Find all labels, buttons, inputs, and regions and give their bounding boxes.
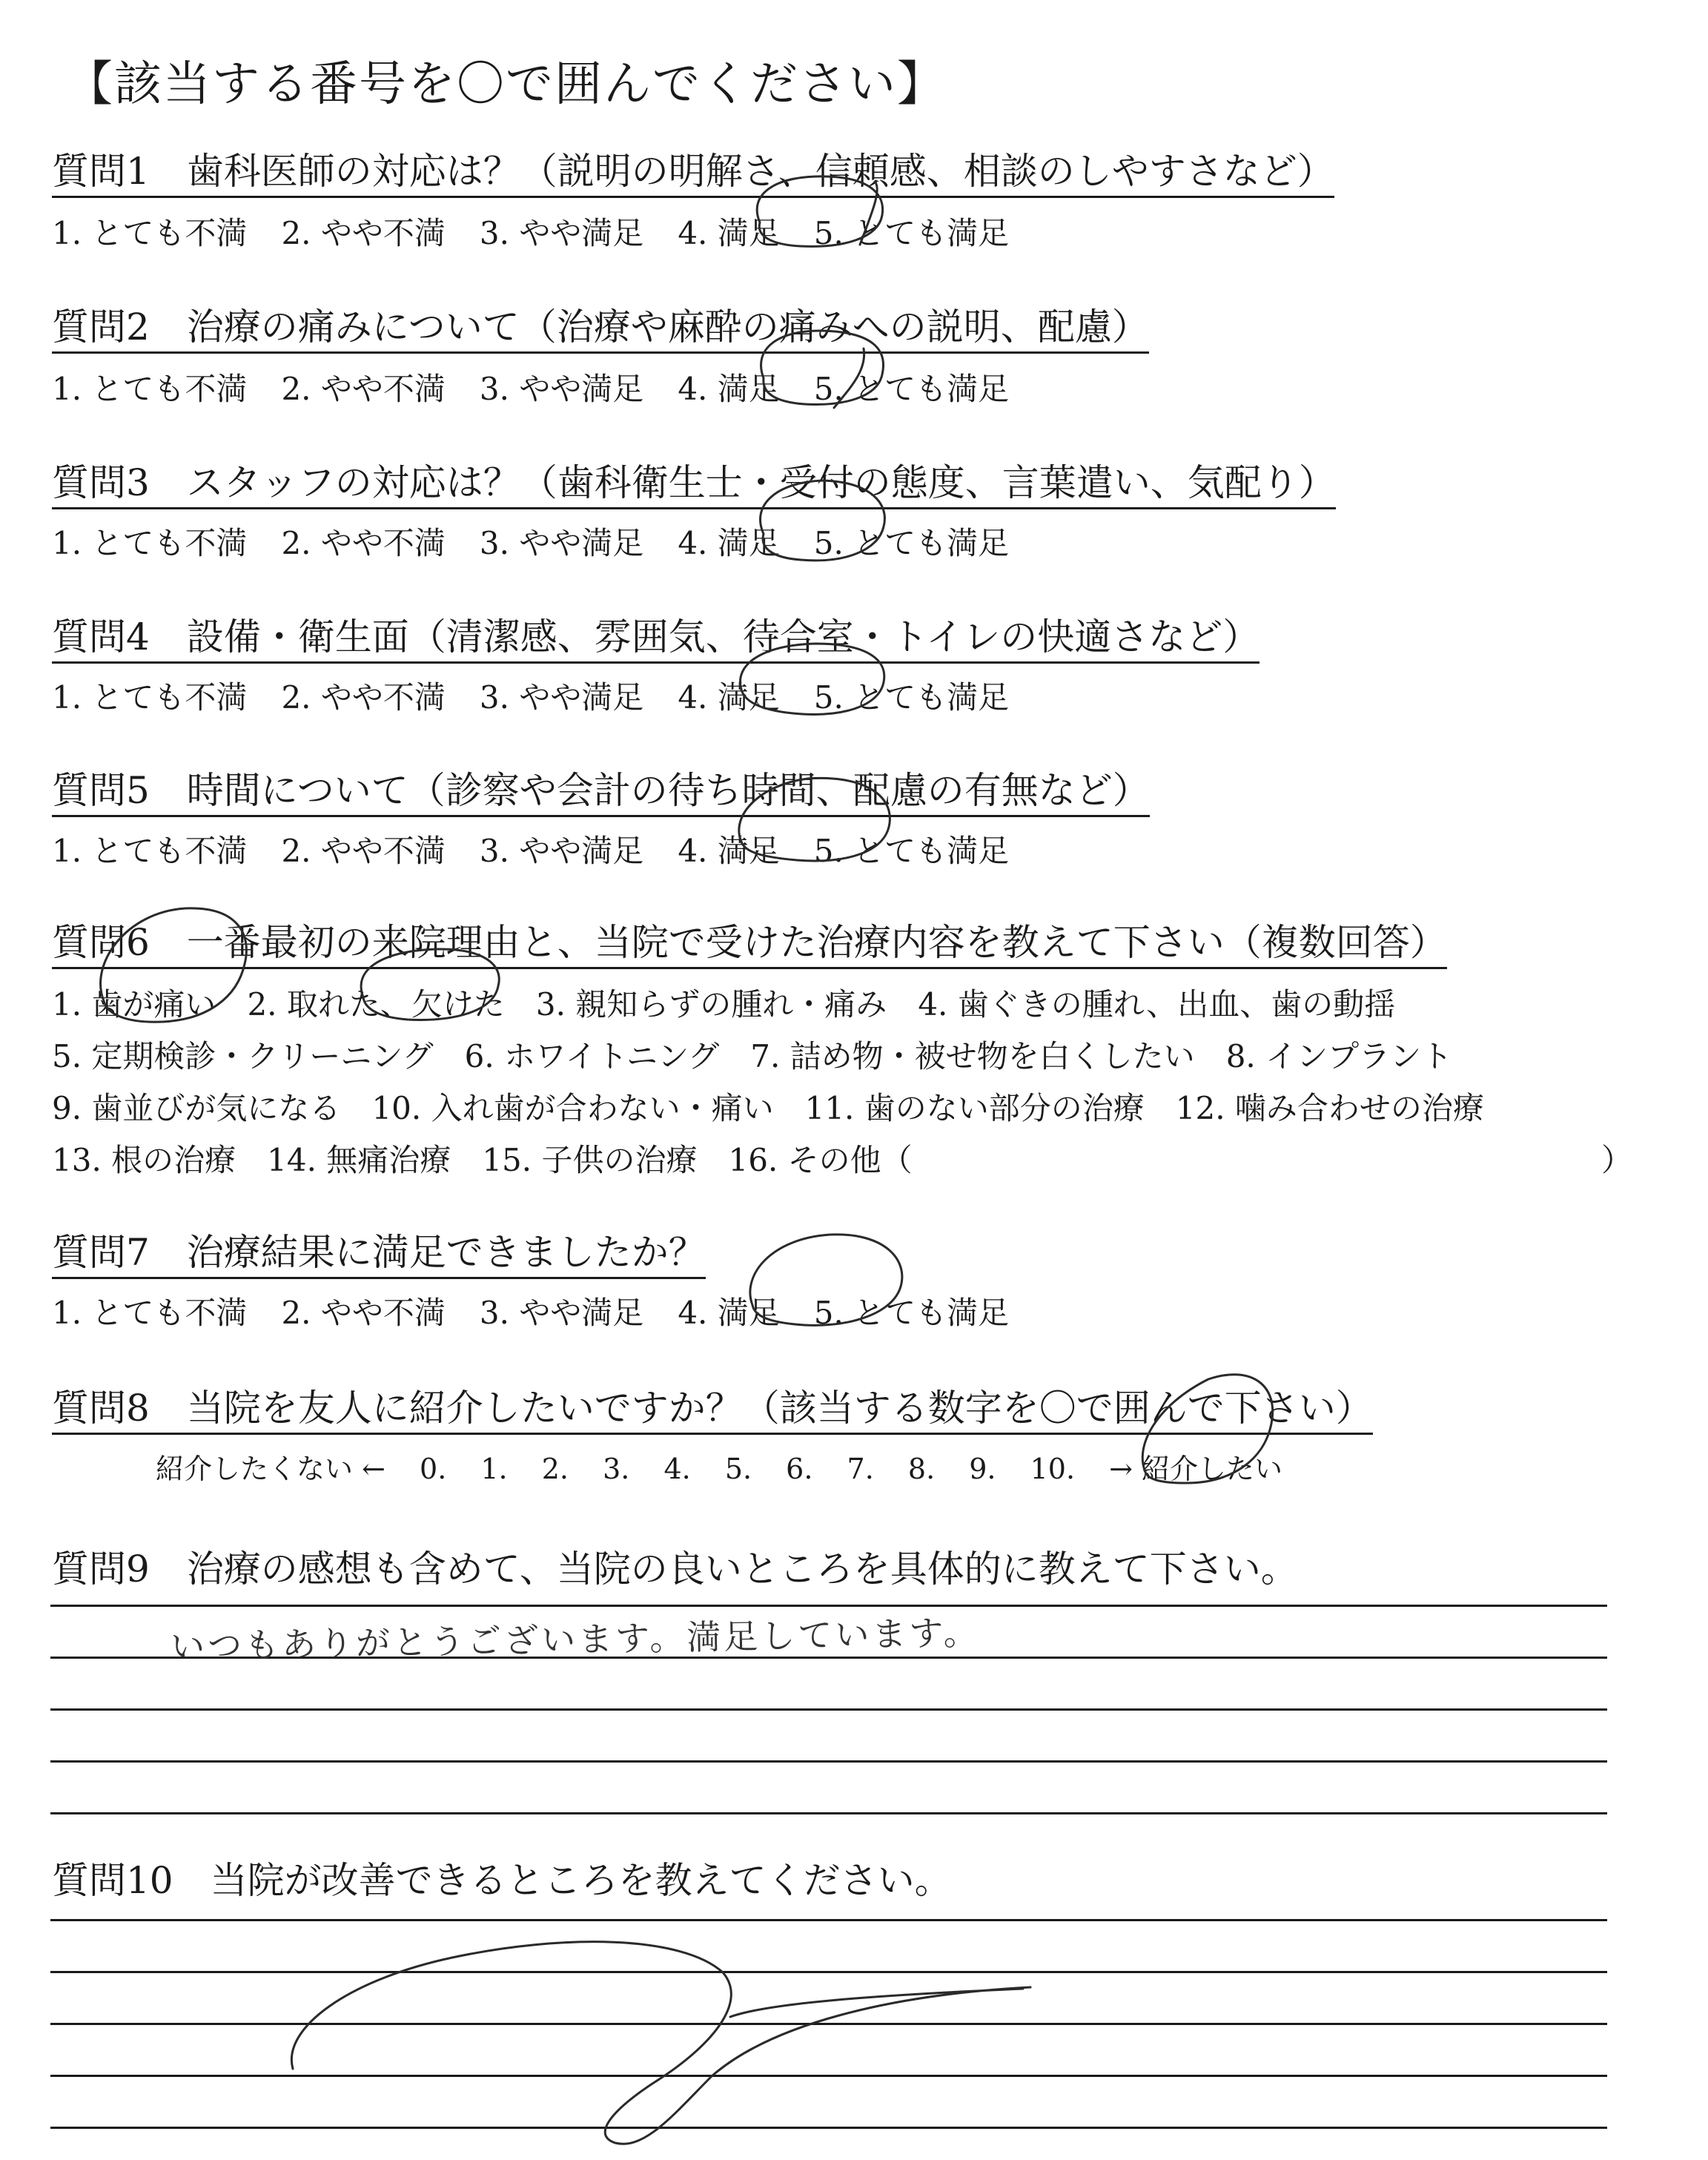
selection-circle-q7 bbox=[750, 1235, 902, 1325]
question-4-label: 質問4 設備・衛生面（清潔感、雰囲気、待合室・トイレの快適さなど） bbox=[52, 615, 1260, 664]
option-5[interactable]: 5. とても満足 bbox=[813, 1295, 1010, 1331]
option-1[interactable]: 1. とても不満 bbox=[52, 679, 248, 716]
option-1[interactable]: 1. とても不満 bbox=[52, 1295, 248, 1331]
nps-0[interactable]: 0. bbox=[420, 1453, 447, 1485]
selection-circle-q2 bbox=[761, 331, 884, 408]
question-6-label: 質問6 一番最初の来院理由と、当院で受けた治療内容を教えて下さい（複数回答） bbox=[52, 921, 1447, 969]
selection-circle-q6-1 bbox=[101, 908, 247, 1022]
q6-option-4[interactable]: 4. 歯ぐきの腫れ、出血、歯の動揺 bbox=[918, 986, 1396, 1023]
option-5[interactable]: 5. とても満足 bbox=[813, 679, 1010, 716]
nps-6[interactable]: 6. bbox=[786, 1453, 813, 1485]
q6-option-16-other[interactable]: 16. その他（ bbox=[728, 1142, 913, 1178]
option-2[interactable]: 2. やや不満 bbox=[281, 1295, 446, 1331]
option-4-selected[interactable]: 4. 満足 bbox=[678, 833, 780, 869]
question-2-label: 質問2 治療の痛みについて（治療や麻酔の痛みへの説明、配慮） bbox=[52, 305, 1149, 354]
question-8-label: 質問8 当院を友人に紹介したいですか？（該当する数字を〇で囲んで下さい） bbox=[52, 1387, 1373, 1435]
q6-option-6[interactable]: 6. ホワイトニング bbox=[464, 1038, 720, 1074]
selection-circle-q8 bbox=[1142, 1375, 1272, 1483]
option-3[interactable]: 3. やや満足 bbox=[479, 1295, 644, 1331]
option-1[interactable]: 1. とても不満 bbox=[52, 371, 248, 407]
option-2[interactable]: 2. やや不満 bbox=[281, 525, 446, 561]
page-header: 【該当する番号を〇で囲んでください】 bbox=[65, 57, 946, 112]
q6-option-5[interactable]: 5. 定期検診・クリーニング bbox=[52, 1038, 434, 1074]
nps-8[interactable]: 8. bbox=[907, 1453, 936, 1485]
nps-3[interactable]: 3. bbox=[603, 1453, 630, 1485]
option-4-selected[interactable]: 4. 満足 bbox=[678, 215, 780, 251]
q6-other-close-paren: ） bbox=[1601, 1142, 1633, 1178]
question-9-label: 質問9 治療の感想も含めて、当院の良いところを具体的に教えて下さい。 bbox=[52, 1548, 1298, 1591]
option-1[interactable]: 1. とても不満 bbox=[52, 833, 248, 869]
option-5[interactable]: 5. とても満足 bbox=[813, 215, 1010, 251]
option-3[interactable]: 3. やや満足 bbox=[479, 525, 644, 561]
option-1[interactable]: 1. とても不満 bbox=[52, 215, 248, 251]
option-4-selected[interactable]: 4. 満足 bbox=[678, 1295, 780, 1331]
q6-option-12[interactable]: 12. 噛み合わせの治療 bbox=[1175, 1090, 1484, 1126]
option-3[interactable]: 3. やや満足 bbox=[479, 215, 644, 251]
option-5[interactable]: 5. とても満足 bbox=[813, 371, 1010, 407]
question-7-label: 質問7 治療結果に満足できましたか？ bbox=[52, 1231, 706, 1279]
selection-circle-q5 bbox=[739, 778, 890, 861]
nps-5[interactable]: 5. bbox=[724, 1453, 752, 1485]
nps-9[interactable]: 9. bbox=[969, 1453, 996, 1485]
option-2[interactable]: 2. やや不満 bbox=[281, 679, 446, 716]
option-3[interactable]: 3. やや満足 bbox=[479, 679, 644, 716]
q6-option-14[interactable]: 14. 無痛治療 bbox=[267, 1142, 451, 1178]
q6-option-9[interactable]: 9. 歯並びが気になる bbox=[52, 1090, 341, 1126]
selection-circle-q1 bbox=[757, 176, 882, 246]
q6-option-2[interactable]: 2. 取れた、欠けた bbox=[247, 986, 505, 1023]
option-4-selected[interactable]: 4. 満足 bbox=[678, 525, 780, 561]
question-5-label: 質問5 時間について（診察や会計の待ち時間、配慮の有無など） bbox=[52, 769, 1150, 817]
q6-option-11[interactable]: 11. 歯のない部分の治療 bbox=[804, 1090, 1145, 1126]
nps-1[interactable]: 1. bbox=[480, 1453, 508, 1485]
q6-option-8[interactable]: 8. インプラント bbox=[1225, 1038, 1453, 1074]
nps-4[interactable]: 4. bbox=[663, 1453, 691, 1485]
nps-2[interactable]: 2. bbox=[541, 1453, 569, 1485]
selection-circle-q4 bbox=[740, 644, 884, 714]
option-3[interactable]: 3. やや満足 bbox=[479, 833, 644, 869]
option-1[interactable]: 1. とても不満 bbox=[52, 525, 248, 561]
q10-scribble bbox=[291, 1942, 1030, 2144]
nps-right-label: → 紹介したい bbox=[1109, 1453, 1283, 1485]
question-3-label: 質問3 スタッフの対応は？（歯科衛生士・受付の態度、言葉遣い、気配り） bbox=[52, 461, 1336, 509]
question-10-label: 質問10 当院が改善できるところを教えてください。 bbox=[52, 1859, 952, 1902]
question-1-label: 質問1 歯科医師の対応は？（説明の明解さ、信頼感、相談のしやすさなど） bbox=[52, 150, 1334, 198]
option-2[interactable]: 2. やや不満 bbox=[281, 371, 446, 407]
option-5[interactable]: 5. とても満足 bbox=[813, 833, 1010, 869]
q6-option-3[interactable]: 3. 親知らずの腫れ・痛み bbox=[535, 986, 887, 1023]
q6-option-13[interactable]: 13. 根の治療 bbox=[52, 1142, 236, 1178]
q6-option-15[interactable]: 15. 子供の治療 bbox=[482, 1142, 698, 1178]
option-3[interactable]: 3. やや満足 bbox=[479, 371, 644, 407]
nps-7[interactable]: 7. bbox=[847, 1453, 874, 1485]
option-4-selected[interactable]: 4. 満足 bbox=[678, 371, 780, 407]
selection-circle-q6-2 bbox=[361, 949, 499, 1020]
q6-option-1[interactable]: 1. 歯が痛い bbox=[52, 986, 216, 1023]
option-2[interactable]: 2. やや不満 bbox=[281, 215, 446, 251]
option-2[interactable]: 2. やや不満 bbox=[281, 833, 446, 869]
q6-option-7[interactable]: 7. 詰め物・被せ物を白くしたい bbox=[750, 1038, 1195, 1074]
q9-handwritten-answer[interactable]: いつもありがとうございます。満足しています。 bbox=[170, 1612, 982, 1667]
q6-option-10[interactable]: 10. 入れ歯が合わない・痛い bbox=[371, 1090, 774, 1126]
option-5[interactable]: 5. とても満足 bbox=[813, 525, 1010, 561]
option-4-selected[interactable]: 4. 満足 bbox=[678, 679, 780, 716]
nps-left-label: 紹介したくない ← bbox=[156, 1453, 385, 1485]
selection-circle-q3 bbox=[761, 480, 885, 561]
nps-10-selected[interactable]: 10. bbox=[1030, 1453, 1076, 1485]
